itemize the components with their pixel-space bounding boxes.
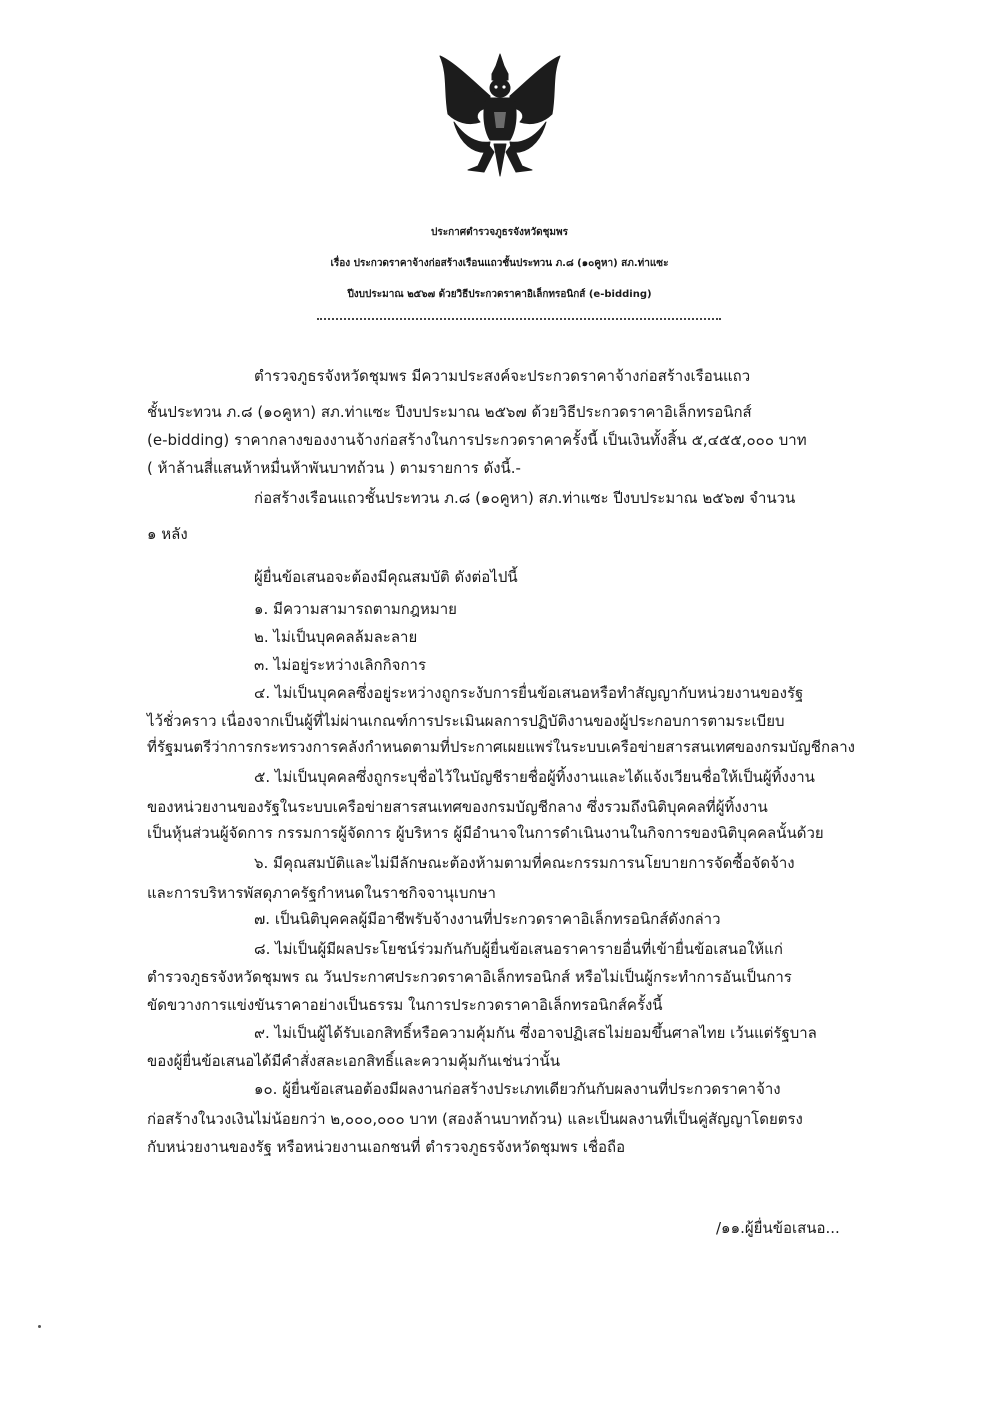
intro-line-6: ๑ หลัง <box>147 525 188 543</box>
intro-line-3: (e-bidding) ราคากลางของงานจ้างก่อสร้างในการประกวดราคาครั้งนี้ เป็นเงินทั้งสิ้น ๕,๔๕๕,๐๐๐ บาท <box>147 431 807 449</box>
qualification-item-2: ๒. ไม่เป็นบุคคลล้มละลาย <box>254 628 418 646</box>
intro-line-4: ( ห้าล้านสี่แสนห้าหมื่นห้าพันบาทถ้วน ) ตามรายการ ดังนี้.- <box>147 459 521 477</box>
announcement-header <box>0 217 999 310</box>
qualification-item-9: ๙. ไม่เป็นผู้ได้รับเอกสิทธิ์หรือความคุ้มกัน ซึ่งอาจปฏิเสธไม่ยอมขึ้นศาลไทย เว้นแต่รัฐบาล <box>254 1024 817 1042</box>
qualification-item-10-cont-1: ก่อสร้างในวงเงินไม่น้อยกว่า ๒,๐๐๐,๐๐๐ บาท (สองล้านบาทถ้วน) และเป็นผลงานที่เป็นคู่สัญญาโดยตรง <box>147 1110 803 1128</box>
qualification-item-1: ๑. มีความสามารถตามกฎหมาย <box>254 600 457 618</box>
qualification-item-5: ๕. ไม่เป็นบุคคลซึ่งถูกระบุชื่อไว้ในบัญชีรายชื่อผู้ทิ้งงานและได้แจ้งเวียนชื่อให้เป็นผู้ทิ้งงาน <box>254 768 815 786</box>
announcement-title: ประกาศตำรวจภูธรจังหวัดชุมพร <box>431 227 568 238</box>
qualification-item-8-cont-1: ตำรวจภูธรจังหวัดชุมพร ณ วันประกาศประกวดราคาอิเล็กทรอนิกส์ หรือไม่เป็นผู้กระทำการอันเป็นการ <box>147 968 792 986</box>
qualification-item-9-cont: ของผู้ยื่นข้อเสนอได้มีคำสั่งสละเอกสิทธิ์และความคุ้มกันเช่นว่านั้น <box>147 1052 561 1070</box>
intro-line-5: ก่อสร้างเรือนแถวชั้นประทวน ภ.๘ (๑๐คูหา) สภ.ท่าแซะ ปีงบประมาณ ๒๕๖๗ จำนวน <box>254 489 796 507</box>
qualification-item-10: ๑๐. ผู้ยื่นข้อเสนอต้องมีผลงานก่อสร้างประเภทเดียวกันกับผลงานที่ประกวดราคาจ้าง <box>254 1080 781 1098</box>
qualification-item-8: ๘. ไม่เป็นผู้มีผลประโยชน์ร่วมกันกับผู้ยื่นข้อเสนอราคารายอื่นที่เข้ายื่นข้อเสนอให้แก่ <box>254 940 783 958</box>
qualification-item-5-cont-1: ของหน่วยงานของรัฐในระบบเครือข่ายสารสนเทศของกรมบัญชีกลาง ซึ่งรวมถึงนิติบุคคลที่ผู้ทิ้งงาน <box>147 798 768 816</box>
announcement-subject: เรื่อง ประกวดราคาจ้างก่อสร้างเรือนแถวชั้นประทวน ภ.๘ (๑๐คูหา) สภ.ท่าแซะ <box>330 258 669 269</box>
qualification-item-8-cont-2: ขัดขวางการแข่งขันราคาอย่างเป็นธรรม ในการประกวดราคาอิเล็กทรอนิกส์ครั้งนี้ <box>147 996 663 1014</box>
qualification-item-7: ๗. เป็นนิติบุคคลผู้มีอาชีพรับจ้างงานที่ประกวดราคาอิเล็กทรอนิกส์ดังกล่าว <box>254 910 721 928</box>
qualification-item-4-cont-1: ไว้ชั่วคราว เนื่องจากเป็นผู้ที่ไม่ผ่านเกณฑ์การประเมินผลการปฏิบัติงานของผู้ประกอบการตามระเบียบ <box>147 712 785 730</box>
qualification-item-4-cont-2: ที่รัฐมนตรีว่าการกระทรวงการคลังกำหนดตามที่ประกาศเผยแพร่ในระบบเครือข่ายสารสนเทศของกรมบัญชีกลาง <box>147 738 855 756</box>
qualification-item-6: ๖. มีคุณสมบัติและไม่มีลักษณะต้องห้ามตามที่คณะกรรมการนโยบายการจัดซื้อจัดจ้าง <box>254 854 795 872</box>
intro-line-2: ชั้นประทวน ภ.๘ (๑๐คูหา) สภ.ท่าแซะ ปีงบประมาณ ๒๕๖๗ ด้วยวิธีประกวดราคาอิเล็กทรอนิกส์ <box>147 403 752 421</box>
page-continuation: /๑๑.ผู้ยื่นข้อเสนอ... <box>716 1219 840 1237</box>
scan-speck <box>38 1325 41 1328</box>
garuda-emblem-icon <box>434 52 566 180</box>
qualifications-heading: ผู้ยื่นข้อเสนอจะต้องมีคุณสมบัติ ดังต่อไปนี้ <box>254 568 518 586</box>
header-divider <box>317 318 721 320</box>
announcement-fiscal-year: ปีงบประมาณ ๒๕๖๗ ด้วยวิธีประกวดราคาอิเล็กทรอนิกส์ (e-bidding) <box>347 289 652 300</box>
qualification-item-3: ๓. ไม่อยู่ระหว่างเลิกกิจการ <box>254 656 427 674</box>
qualification-item-10-cont-2: กับหน่วยงานของรัฐ หรือหน่วยงานเอกชนที่ ตำรวจภูธรจังหวัดชุมพร เชื่อถือ <box>147 1138 626 1156</box>
intro-line-1: ตำรวจภูธรจังหวัดชุมพร มีความประสงค์จะประกวดราคาจ้างก่อสร้างเรือนแถว <box>254 367 751 385</box>
qualification-item-4: ๔. ไม่เป็นบุคคลซึ่งอยู่ระหว่างถูกระงับการยื่นข้อเสนอหรือทำสัญญากับหน่วยงานของรัฐ <box>254 684 804 702</box>
qualification-item-6-cont: และการบริหารพัสดุภาครัฐกำหนดในราชกิจจานุเบกษา <box>147 884 496 902</box>
qualification-item-5-cont-2: เป็นหุ้นส่วนผู้จัดการ กรรมการผู้จัดการ ผู้บริหาร ผู้มีอำนาจในการดำเนินงานในกิจการของนิติบุคคลนั้นด้วย <box>147 824 824 842</box>
